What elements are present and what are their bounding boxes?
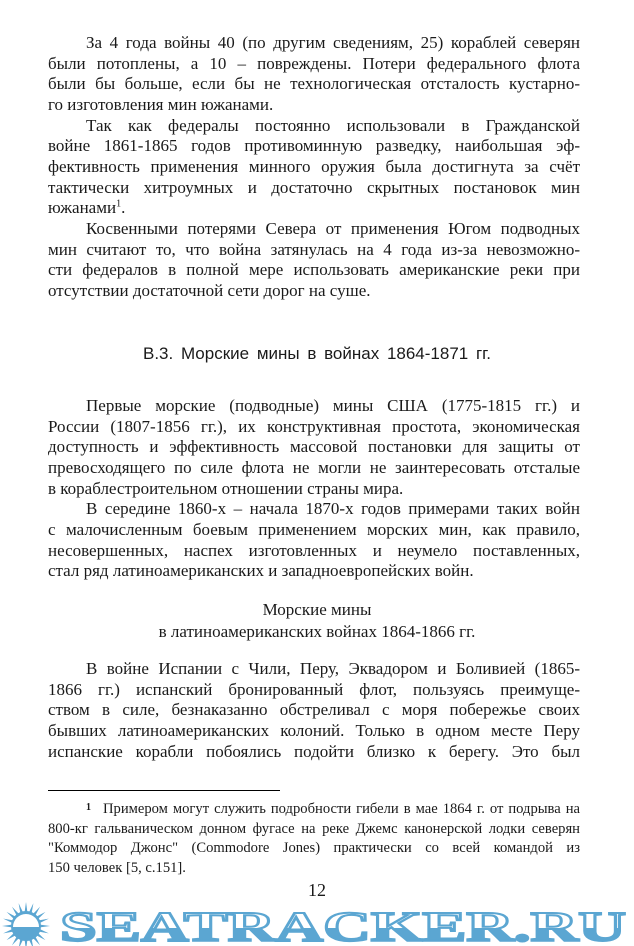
footnote-line <box>48 859 580 879</box>
text-line <box>48 499 580 520</box>
text-line-content: с малочисленным боевым применением морских мин, как правило, <box>48 519 580 539</box>
text-line-content: Первые морские (подводные) мины США (1775-1815 гг.) и <box>86 396 580 415</box>
footnote-line-content: Примером могут служить подробности гибели в мае 1864 г. от подрыва на <box>103 801 580 817</box>
text-line <box>48 721 580 742</box>
text-line <box>48 95 580 116</box>
text-line <box>48 219 580 240</box>
text-line <box>48 54 580 75</box>
text-line <box>48 33 580 54</box>
text-line <box>48 240 580 261</box>
text-line <box>48 479 580 500</box>
footnote-line-content: 150 человек [5, с.151]. <box>48 859 186 876</box>
text-line <box>48 136 580 157</box>
text-line <box>48 700 580 721</box>
footnote-line-content: "Коммодор Джонс" (Commodore Jones) практически со всей командой из <box>48 840 580 857</box>
text-line <box>48 742 580 763</box>
text-line-content: были бы больше, если бы не технологическая отсталость кустарно- <box>48 74 580 94</box>
text-line-content: в кораблестроительном отношении страны мира. <box>48 478 404 498</box>
footnote-line-content: 800-кг гальваническом донном фугасе на реке Джемс канонерской лодки северян <box>48 820 580 837</box>
text-line-content: В войне Испании с Чили, Перу, Эквадором и Боливией (1865- <box>86 659 580 678</box>
footnote-line <box>48 820 580 840</box>
text-line-content: России (1807-1856 гг.), их конструктивная простота, экономическая <box>48 416 580 436</box>
body-text-top <box>48 33 580 302</box>
text-line <box>48 520 580 541</box>
text-line-content: ством в силе, безнаказанно обстреливал с моря побережье своих <box>48 700 580 720</box>
text-line-content: бывших латиноамериканских колоний. Только в одном месте Перу <box>48 720 580 740</box>
text-line <box>48 116 580 137</box>
punctuation: . <box>121 198 126 218</box>
text-line <box>48 680 580 701</box>
text-line <box>48 157 580 178</box>
text-line-content: доступность и эффективность массовой постановки для защиты от <box>48 437 580 457</box>
text-line <box>48 437 580 458</box>
text-line-content: стал ряд латиноамериканских и западноевропейских войн. <box>48 561 474 581</box>
sun-logo-icon <box>2 902 50 946</box>
text-line-content: превосходящего по силе флота не могли не заинтересовать отсталые <box>48 457 580 477</box>
footnote-mark: 1 <box>86 802 91 813</box>
text-line-content: тактически хитроумных и достаточно скрытных постановок мин <box>48 177 580 197</box>
text-line-content: были потоплены, а 10 – повреждены. Потери федерального флота <box>48 53 580 73</box>
footnote <box>48 800 580 878</box>
text-line-content: Косвенными потерями Севера от применения Югом подводных <box>86 218 580 238</box>
text-line <box>48 659 580 680</box>
seatracker-watermark <box>0 902 634 946</box>
text-line <box>48 417 580 438</box>
text-line-content: го изготовления мин южанами. <box>48 94 274 114</box>
text-line-content: отсутствии достаточной сети дорог на суше. <box>48 280 371 300</box>
text-line <box>48 178 580 199</box>
body-text-bottom <box>48 659 580 762</box>
text-line-content: сти федералов в полной мере использовать американские реки при <box>48 260 580 280</box>
page-number: 12 <box>308 880 326 900</box>
text-line <box>48 458 580 479</box>
text-line-content: В середине 1860-х – начала 1870-х годов примерами таких войн <box>86 499 580 519</box>
text-line-content: Так как федералы постоянно использовали в Гражданской <box>86 115 580 135</box>
text-line <box>48 561 580 582</box>
text-line-content: несовершенных, наспех изготовленных и неумело поставленных, <box>48 540 580 560</box>
text-line-content: мин считают то, что война затянулась на 4 года из-за невозможно- <box>48 239 580 259</box>
text-line-content: 1866 гг.) испанский бронированный флот, пользуясь преимуще- <box>48 679 580 699</box>
footnote-reference[interactable]: 1 <box>116 198 122 210</box>
text-line <box>48 198 580 219</box>
footnote-line <box>48 800 580 820</box>
text-line-content: фективность применения минного оружия была достигнута за счёт <box>48 156 580 176</box>
text-line-content: южанами <box>48 198 117 218</box>
footnote-separator <box>48 790 280 791</box>
text-line <box>48 260 580 281</box>
subsection-title <box>0 599 634 642</box>
text-line <box>48 74 580 95</box>
section-heading: В.3. Морские мины в войнах 1864-1871 гг. <box>142 344 492 363</box>
text-line-content: За 4 года войны 40 (по другим сведениям, 25) кораблей северян <box>86 33 580 52</box>
body-text-middle <box>48 396 580 582</box>
watermark-text: SEATRACKER.RU <box>60 905 626 946</box>
subsection-title-line: в латиноамериканских войнах 1864-1866 гг. <box>158 621 476 641</box>
text-line <box>48 281 580 302</box>
subsection-title-line: Морские мины <box>262 600 372 619</box>
text-line <box>48 396 580 417</box>
text-line-content: испанские корабли побоялись подойти близко к берегу. Это был <box>48 741 580 761</box>
footnote-line <box>48 839 580 859</box>
text-line <box>48 541 580 562</box>
text-line-content: войне 1861-1865 годов противоминную разведку, наибольшая эф- <box>48 136 580 156</box>
